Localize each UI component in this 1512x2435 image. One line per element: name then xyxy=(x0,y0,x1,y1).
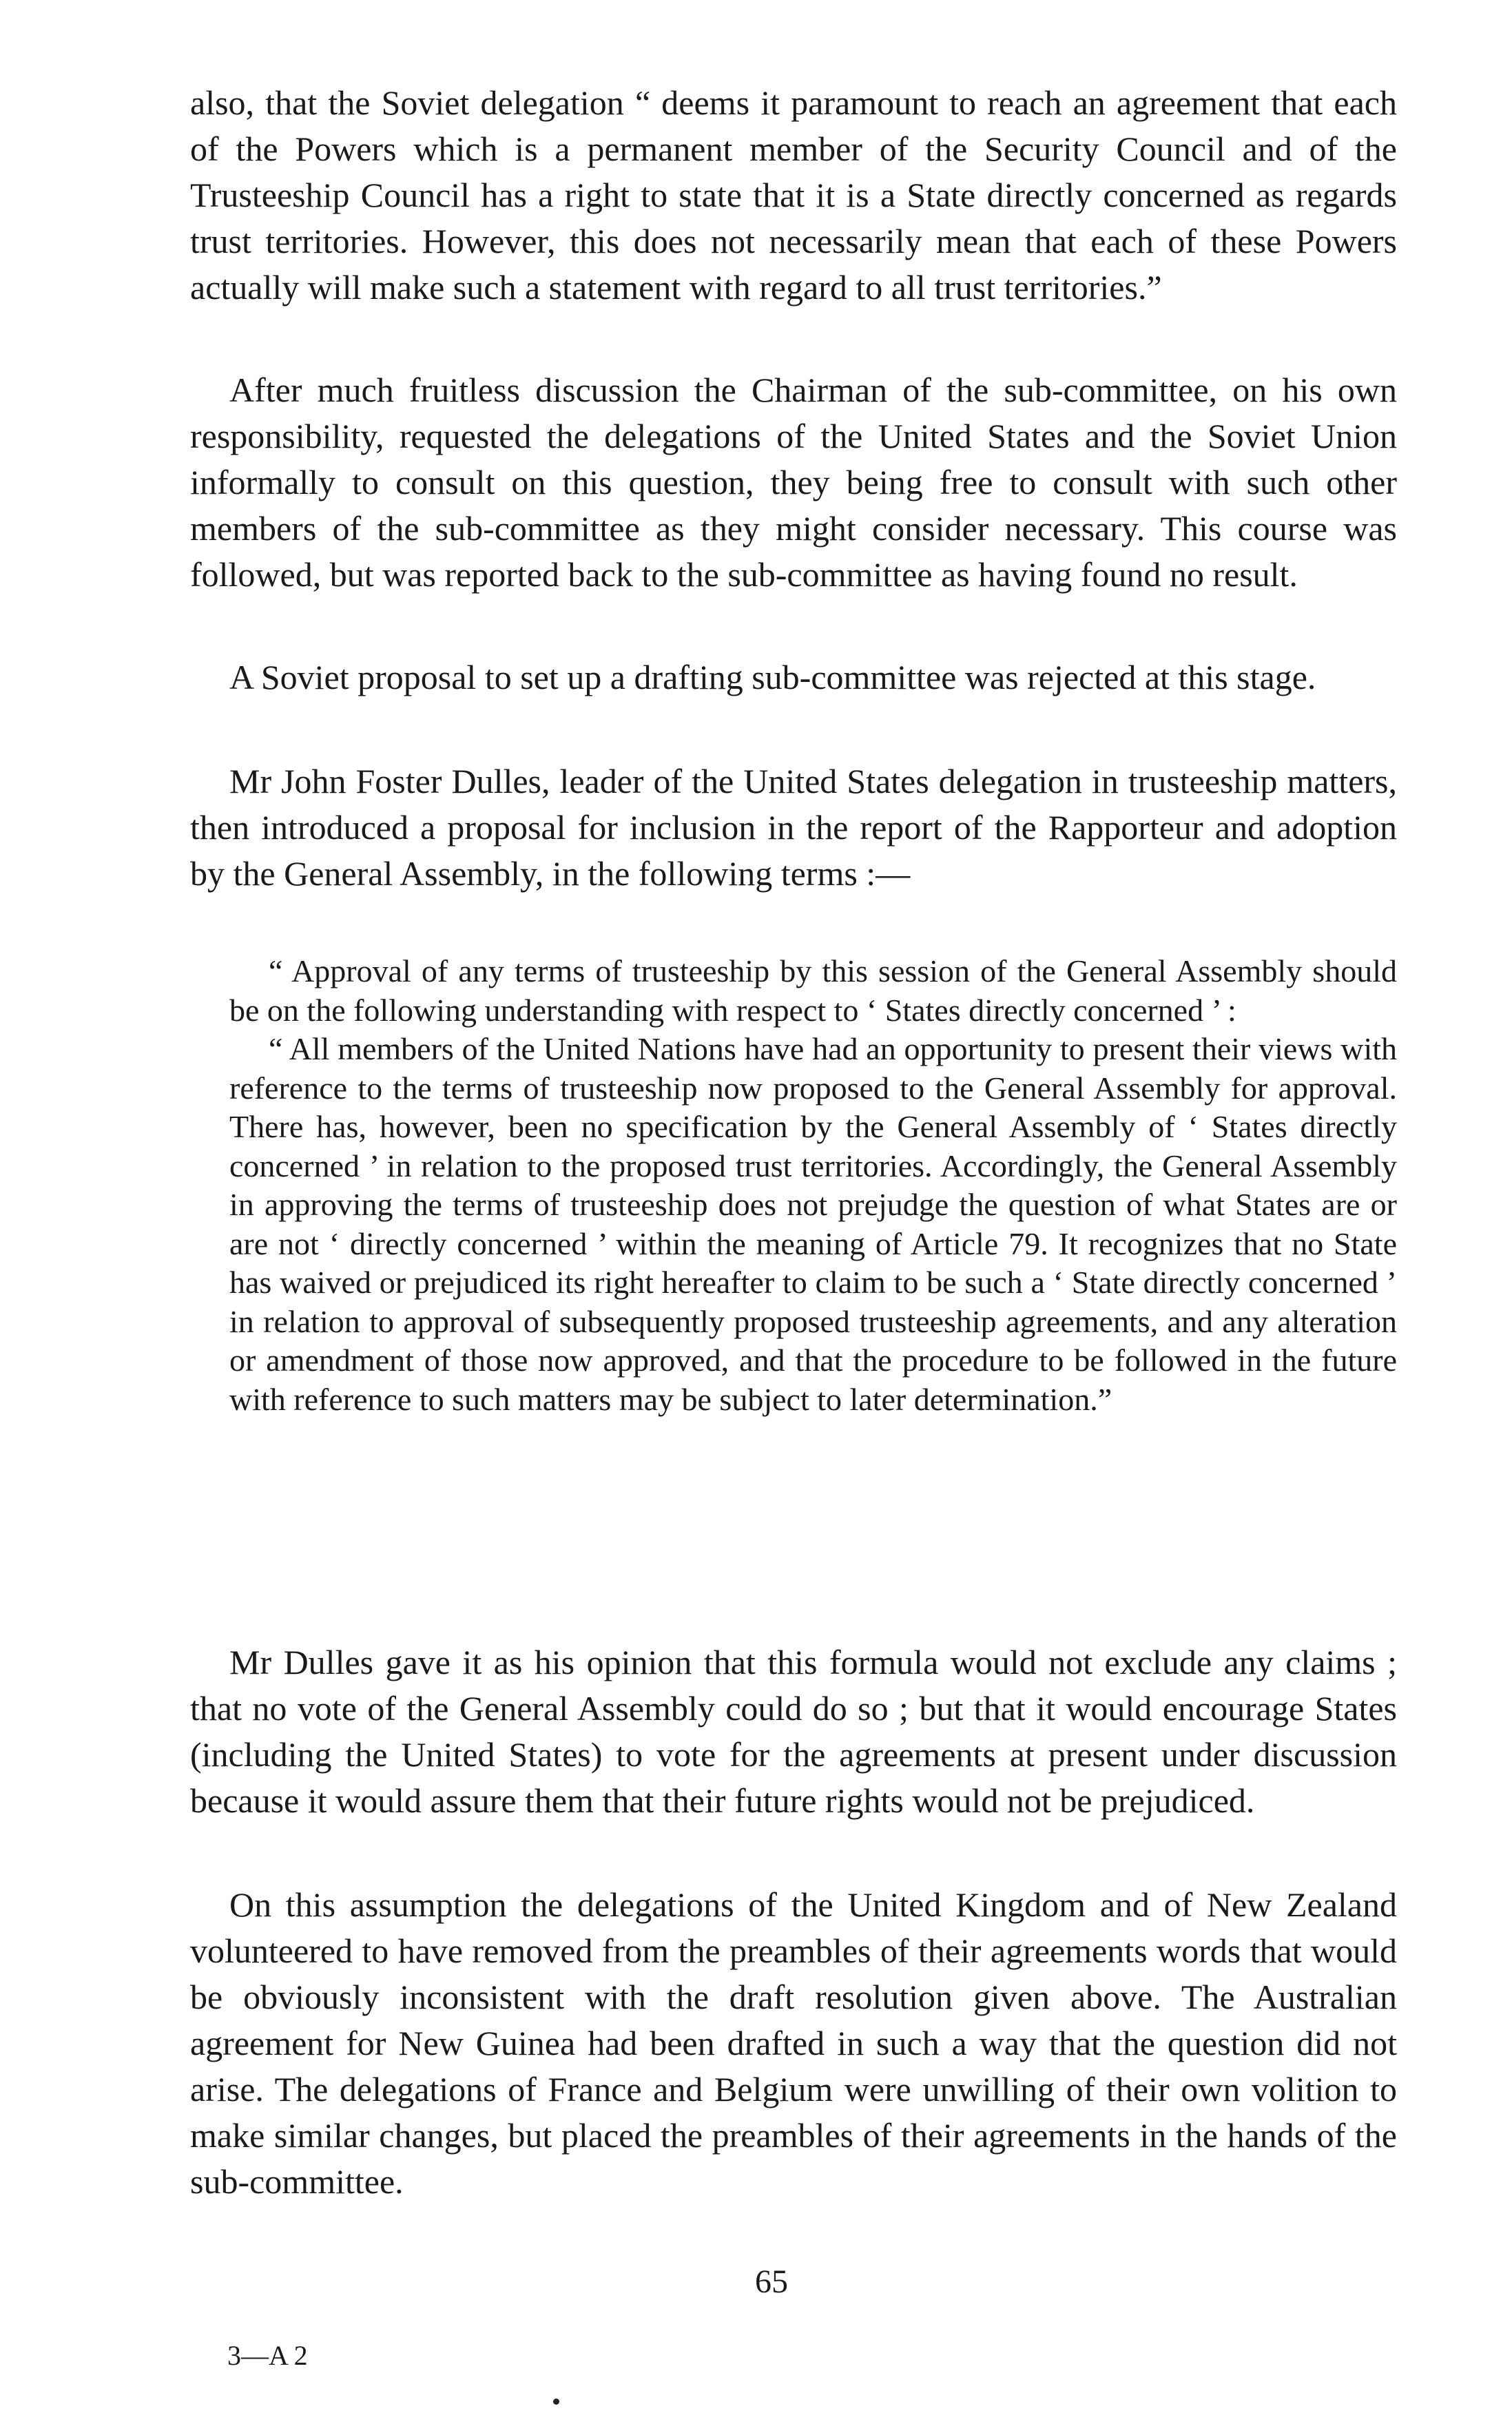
paragraph-text: On this assumption the delegations of the United Kingdom and of New Zealand volunteered to have removed from the preambles of their agreements words that would be obviously inconsistent with the draft resolution given above. The Australian agreement for New Guinea had been drafted in such a way that the question did not arise. The delegations of France and Belgium were unwilling of their own volition to make similar changes, but placed the preambles of their agreements in the hands of the sub-committee. xyxy=(190,1885,1397,2201)
paragraph-text: also, that the Soviet delegation “ deems it paramount to reach an agreement that each of the Powers which is a permanent member of the Security Council and of the Trusteeship Council has a right to state that it is a State directly concerned as regards trust territories. However, this does not necessarily mean that each of these Powers actually will make such a statement with regard to all trust territories.” xyxy=(190,83,1397,307)
quote-resolution: “ All members of the United Nations have had an opportunity to present their views with reference to the terms of trusteeship now proposed to the General Assembly for approval. There has, however, been no specification by the General Assembly of ‘ States directly concerned ’ in relation to the proposed trust territories. Accordingly, the General Assembly in approving the terms of trusteeship does not prejudge the question of what States are or are not ‘ directly concerned ’ within the meaning of Article 79. It recognizes that no State has waived or prejudiced its right hereafter to claim to be such a ‘ State directly concerned ’ in relation to approval of subsequently proposed trusteeship agreements, and any alteration or amendment of those now approved, and that the procedure to be followed in the future with reference to such matters may be subject to later determination.” xyxy=(229,1031,1397,1417)
block-quote xyxy=(229,952,1397,1419)
paragraph-text: Mr Dulles gave it as his opinion that this formula would not exclude any claims ; that no vote of the General Assembly could do so ; but that it would encourage States (including the United States) to vote for the agreements at present under discussion because it would assure them that their future rights would not be prejudiced. xyxy=(190,1643,1397,1820)
page-number: 65 xyxy=(755,2263,788,2300)
paragraph-text: After much fruitless discussion the Chairman of the sub-committee, on his own responsibility, requested the delegations of the United States and the Soviet Union informally to consult on this question, they being free to consult with such other members of the sub-committee as they might consider necessary. This course was followed, but was reported back to the sub-committee as having found no result. xyxy=(190,371,1397,594)
paragraph-text: Mr John Foster Dulles, leader of the United States delegation in trusteeship matters, then introduced a proposal for inclusion in the report of the Rapporteur and adoption by the General Assembly, in the following terms :— xyxy=(190,762,1397,893)
paragraph-soviet-proposal xyxy=(190,654,1397,701)
signature-mark: 3—A 2 xyxy=(227,2340,308,2371)
quote-understanding: “ Approval of any terms of trusteeship by this session of the General Assembly should be on the following understanding with respect to ‘ States directly concerned ’ : xyxy=(229,953,1397,1028)
print-speck xyxy=(553,2398,559,2405)
paragraph-dulles-proposal xyxy=(190,758,1397,897)
paragraph-dulles-opinion xyxy=(190,1639,1397,1824)
paragraph-soviet-statement xyxy=(190,80,1397,311)
paragraph-text: A Soviet proposal to set up a drafting sub-committee was rejected at this stage. xyxy=(229,658,1316,696)
paragraph-fruitless-discussion xyxy=(190,367,1397,598)
paragraph-preambles xyxy=(190,1882,1397,2205)
